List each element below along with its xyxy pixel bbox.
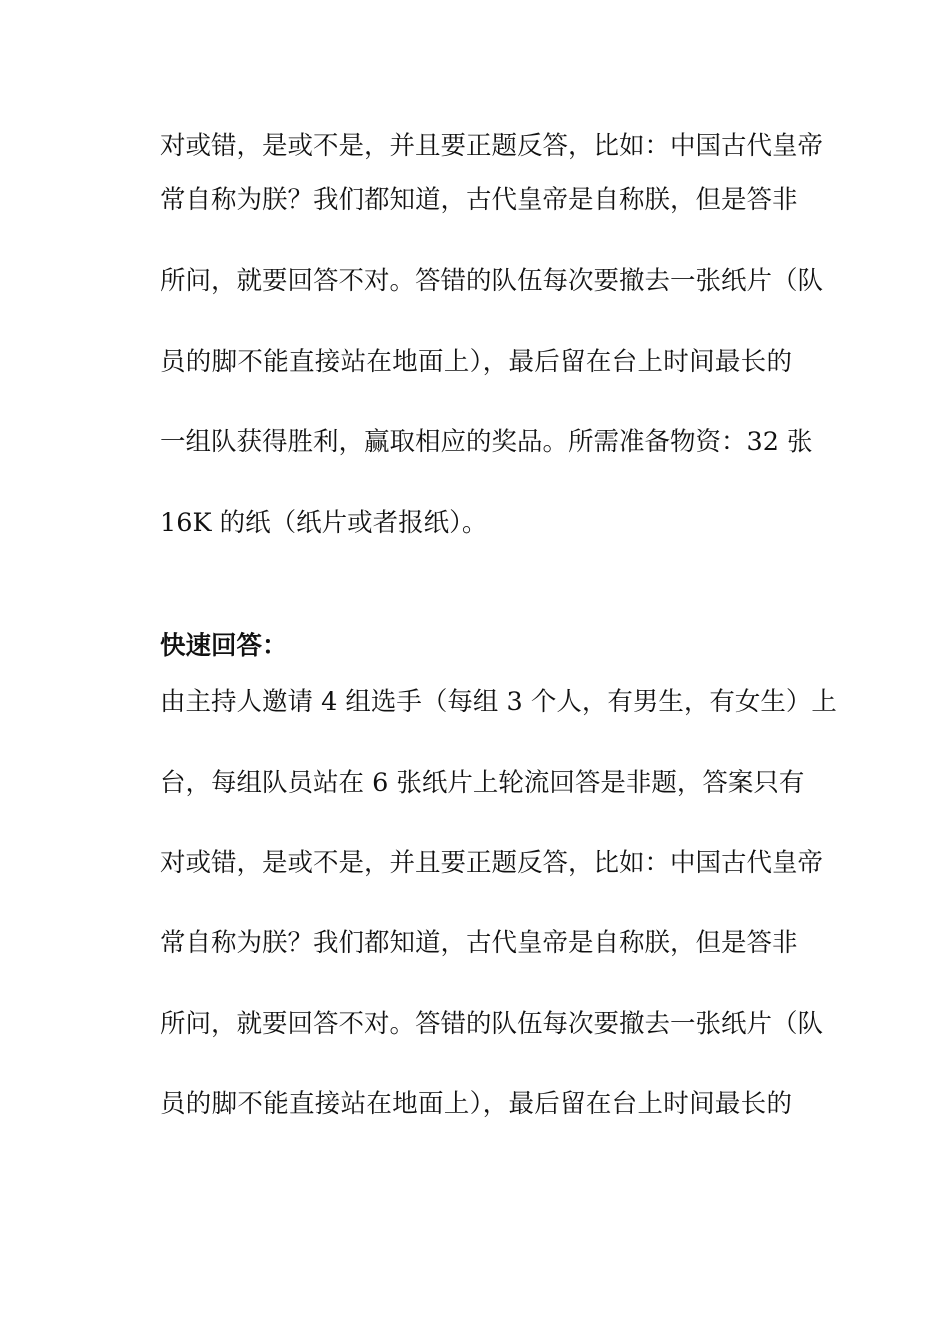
paragraph-line: 常自称为朕？我们都知道，古代皇帝是自称朕，但是答非 — [160, 185, 798, 215]
paragraph-line: 对或错，是或不是，并且要正题反答，比如：中国古代皇帝 — [160, 131, 824, 161]
section-heading: 快速回答： — [160, 631, 288, 661]
paragraph-line: 所问，就要回答不对。答错的队伍每次要撤去一张纸片（队 — [160, 266, 824, 296]
paragraph-line: 由主持人邀请 4 组选手（每组 3 个人，有男生，有女生）上 — [160, 687, 837, 717]
paragraph-line: 员的脚不能直接站在地面上），最后留在台上时间最长的 — [160, 347, 792, 377]
paragraph-line: 一组队获得胜利，赢取相应的奖品。所需准备物资：32 张 — [160, 427, 813, 457]
paragraph-line: 台，每组队员站在 6 张纸片上轮流回答是非题，答案只有 — [160, 768, 805, 798]
paragraph-line: 所问，就要回答不对。答错的队伍每次要撤去一张纸片（队 — [160, 1009, 824, 1039]
paragraph-line: 常自称为朕？我们都知道，古代皇帝是自称朕，但是答非 — [160, 928, 798, 958]
paragraph-line: 对或错，是或不是，并且要正题反答，比如：中国古代皇帝 — [160, 848, 824, 878]
paragraph-line: 16K 的纸（纸片或者报纸）。 — [160, 508, 488, 538]
paragraph-line: 员的脚不能直接站在地面上），最后留在台上时间最长的 — [160, 1089, 792, 1119]
